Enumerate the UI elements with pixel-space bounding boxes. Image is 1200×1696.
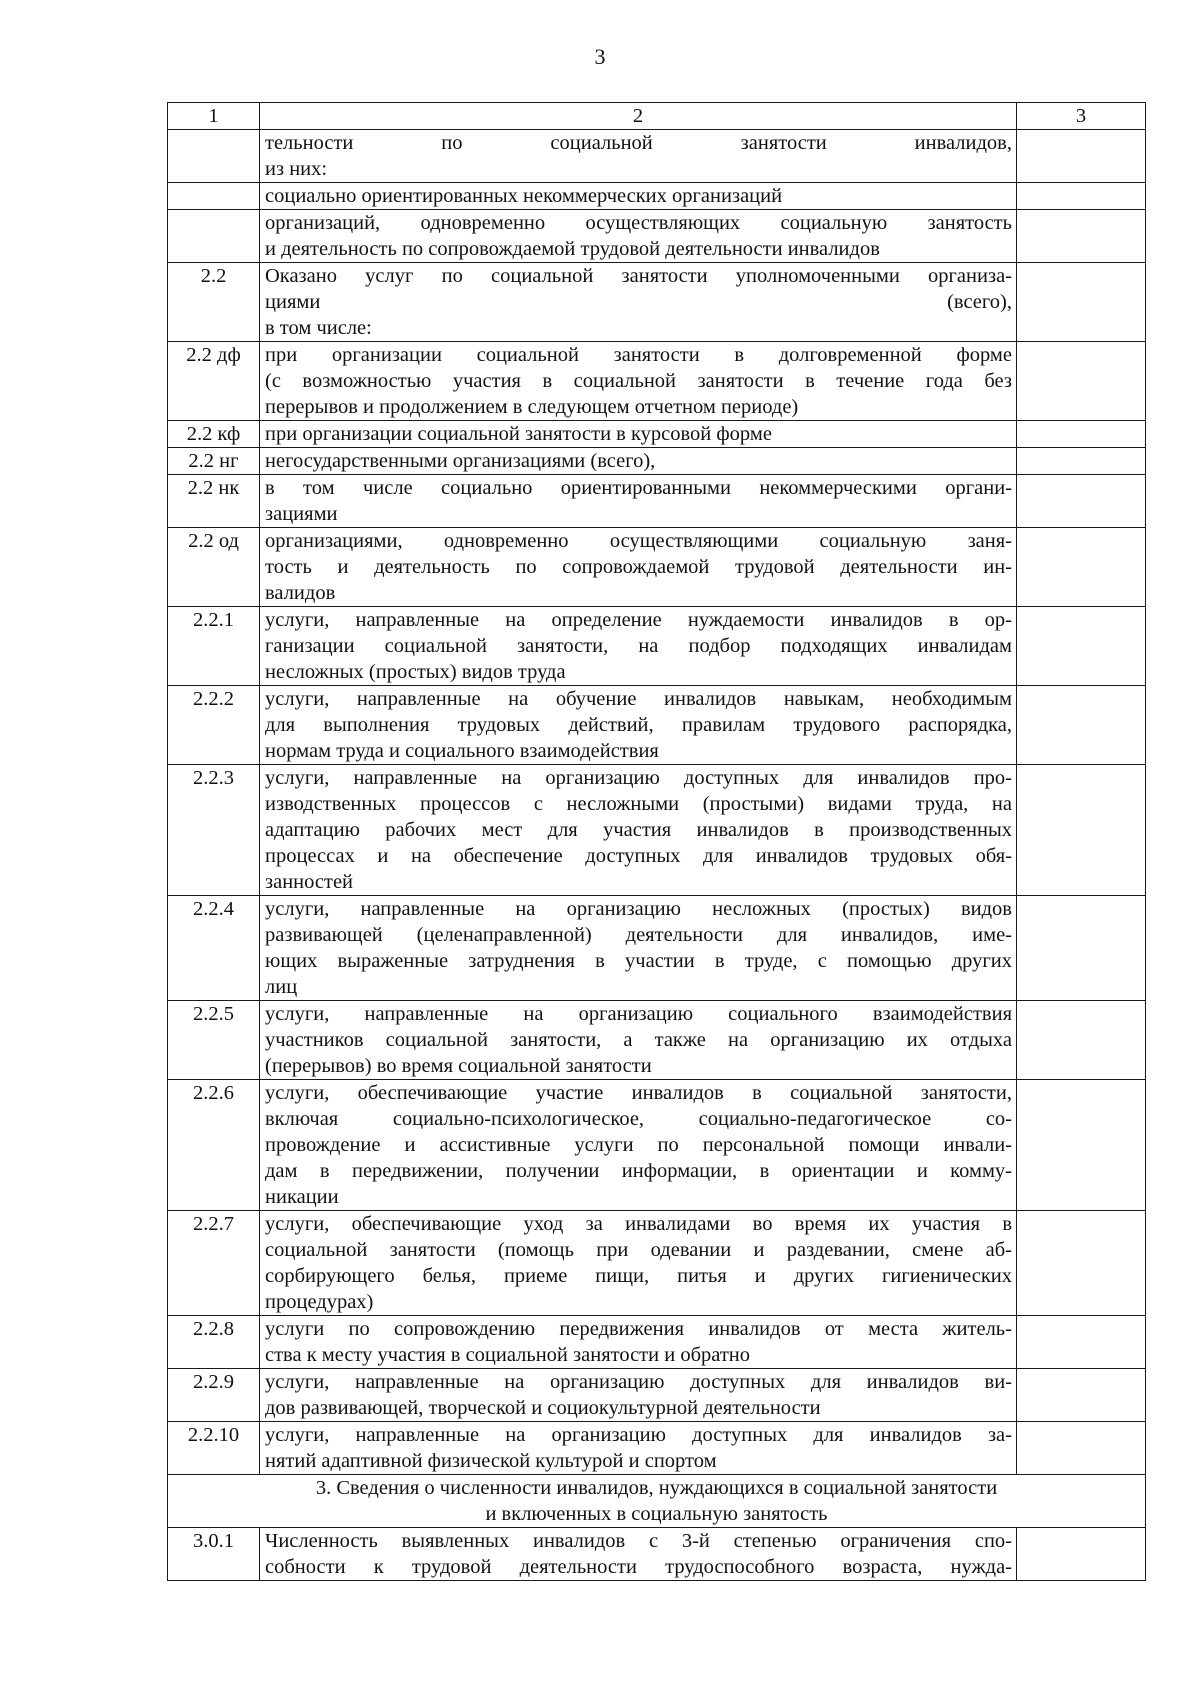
- row-number: 2.2.5: [168, 1001, 260, 1080]
- text-line: дам в передвижении, получении информации, в ориентации и комму-: [265, 1160, 1012, 1182]
- table-row: [168, 1422, 1146, 1475]
- text-line: организаций, одновременно осуществляющих социальную занятость: [265, 212, 1012, 234]
- row-description: [260, 607, 1017, 686]
- row-description: [260, 342, 1017, 421]
- text-line: развивающей (целенаправленной) деятельности для инвалидов, име-: [265, 924, 1012, 946]
- text-line: нормам труда и социального взаимодействия: [265, 740, 659, 762]
- row-description: [260, 765, 1017, 896]
- table-row: [168, 1001, 1146, 1080]
- text-line: участников социальной занятости, а также на организацию их отдыха: [265, 1029, 1012, 1051]
- text-line: ющих выраженные затруднения в участии в труде, с помощью других: [265, 950, 1012, 972]
- text-line: услуги по сопровождению передвижения инвалидов от места житель-: [265, 1318, 1012, 1340]
- text-line: услуги, обеспечивающие уход за инвалидами во время их участия в: [265, 1213, 1012, 1235]
- row-value-cell: [1017, 607, 1146, 686]
- page-number: 3: [594, 44, 606, 69]
- row-number: 3.0.1: [168, 1528, 260, 1581]
- text-line: ганизации социальной занятости, на подбор подходящих инвалидам: [265, 635, 1012, 657]
- row-description: [260, 1316, 1017, 1369]
- text-line: ства к месту участия в социальной занятости и обратно: [265, 1344, 751, 1366]
- table-row: [168, 448, 1146, 475]
- row-number: [168, 183, 260, 210]
- indicators-table: [167, 102, 1146, 1581]
- row-description: [260, 1528, 1017, 1581]
- text-line: перерывов и продолжением в следующем отчетном периоде): [265, 396, 799, 418]
- table-row: [168, 1369, 1146, 1422]
- row-value-cell: [1017, 1316, 1146, 1369]
- row-description: [260, 1080, 1017, 1211]
- text-line: в том числе социально ориентированными некоммерческими органи-: [265, 477, 1012, 499]
- row-number: 2.2.9: [168, 1369, 260, 1422]
- table-row: [168, 765, 1146, 896]
- text-line: собности к трудовой деятельности трудоспособного возраста, нужда-: [265, 1556, 1012, 1578]
- table-row: [168, 1211, 1146, 1316]
- text-line: циями (всего),: [265, 291, 1012, 313]
- table-row: [168, 475, 1146, 528]
- row-description: [260, 686, 1017, 765]
- text-line: услуги, направленные на организацию социального взаимодействия: [265, 1003, 1012, 1025]
- row-description: [260, 896, 1017, 1001]
- header-col-1: 1: [168, 103, 260, 130]
- text-line: валидов: [265, 582, 336, 604]
- text-line: Оказано услуг по социальной занятости уполномоченными организа-: [265, 265, 1012, 287]
- row-description: [260, 528, 1017, 607]
- row-value-cell: [1017, 263, 1146, 342]
- row-description: [260, 130, 1017, 183]
- row-description: [260, 1422, 1017, 1475]
- text-line: изводственных процессов с несложными (простыми) видами труда, на: [265, 793, 1012, 815]
- row-value-cell: [1017, 1211, 1146, 1316]
- row-value-cell: [1017, 130, 1146, 183]
- section-3-heading: [168, 1475, 1146, 1528]
- text-line: услуги, обеспечивающие участие инвалидов в социальной занятости,: [265, 1082, 1012, 1104]
- text-line: никации: [265, 1186, 339, 1208]
- row-value-cell: [1017, 342, 1146, 421]
- row-number: [168, 210, 260, 263]
- text-line: при организации социальной занятости в долговременной форме: [265, 344, 1012, 366]
- row-description: [260, 1001, 1017, 1080]
- row-number: 2.2.7: [168, 1211, 260, 1316]
- text-line: зациями: [265, 503, 338, 525]
- row-number: 2.2.10: [168, 1422, 260, 1475]
- table-row: [168, 130, 1146, 183]
- text-line: услуги, направленные на организацию доступных для инвалидов про-: [265, 767, 1012, 789]
- row-description: [260, 421, 1017, 448]
- row-value-cell: [1017, 1422, 1146, 1475]
- text-line: услуги, направленные на определение нуждаемости инвалидов в ор-: [265, 609, 1012, 631]
- row-value-cell: [1017, 210, 1146, 263]
- text-line: тельности по социальной занятости инвалидов,: [265, 132, 1012, 154]
- text-line: для выполнения трудовых действий, правилам трудового распорядка,: [265, 714, 1012, 736]
- table-row: [168, 1316, 1146, 1369]
- text-line: в том числе:: [265, 317, 372, 339]
- text-line: нятий адаптивной физической культурой и спортом: [265, 1450, 717, 1472]
- row-value-cell: [1017, 686, 1146, 765]
- table-row: [168, 1080, 1146, 1211]
- row-value-cell: [1017, 1528, 1146, 1581]
- section-heading-line: и включенных в социальную занятость: [485, 1503, 828, 1525]
- row-value-cell: [1017, 896, 1146, 1001]
- row-number: 2.2 нг: [168, 448, 260, 475]
- section-heading-row: [168, 1475, 1146, 1528]
- row-value-cell: [1017, 765, 1146, 896]
- header-col-2: 2: [260, 103, 1017, 130]
- table-row: [168, 263, 1146, 342]
- text-line: занностей: [265, 871, 354, 893]
- text-line: адаптацию рабочих мест для участия инвалидов в производственных: [265, 819, 1012, 841]
- text-line: социальной занятости (помощь при одевании и раздевании, смене аб-: [265, 1239, 1012, 1261]
- text-line: и деятельность по сопровождаемой трудовой деятельности инвалидов: [265, 238, 880, 260]
- row-number: 2.2 кф: [168, 421, 260, 448]
- table-header-row: [168, 103, 1146, 130]
- row-number: 2.2 дф: [168, 342, 260, 421]
- row-value-cell: [1017, 448, 1146, 475]
- row-value-cell: [1017, 183, 1146, 210]
- text-line: лиц: [265, 976, 298, 998]
- row-value-cell: [1017, 1080, 1146, 1211]
- text-line: включая социально-психологическое, социально-педагогическое со-: [265, 1108, 1012, 1130]
- text-line: при организации социальной занятости в курсовой форме: [265, 423, 772, 445]
- row-value-cell: [1017, 421, 1146, 448]
- row-description: [260, 448, 1017, 475]
- text-line: тость и деятельность по сопровождаемой трудовой деятельности ин-: [265, 556, 1012, 578]
- table-body: [168, 103, 1146, 1581]
- table-row: [168, 686, 1146, 765]
- row-number: 2.2: [168, 263, 260, 342]
- row-number: 2.2.6: [168, 1080, 260, 1211]
- row-number: 2.2 нк: [168, 475, 260, 528]
- row-description: [260, 183, 1017, 210]
- text-line: процессах и на обеспечение доступных для инвалидов трудовых обя-: [265, 845, 1012, 867]
- text-line: (перерывов) во время социальной занятости: [265, 1055, 652, 1077]
- text-line: Численность выявленных инвалидов с 3-й степенью ограничения спо-: [265, 1530, 1012, 1552]
- text-line: (с возможностью участия в социальной занятости в течение года без: [265, 370, 1012, 392]
- row-description: [260, 263, 1017, 342]
- table-row: [168, 607, 1146, 686]
- text-line: услуги, направленные на обучение инвалидов навыкам, необходимым: [265, 688, 1012, 710]
- text-line: сорбирующего белья, приеме пищи, питья и других гигиенических: [265, 1265, 1012, 1287]
- text-line: процедурах): [265, 1291, 374, 1313]
- text-line: услуги, направленные на организацию несложных (простых) видов: [265, 898, 1012, 920]
- header-col-3: 3: [1017, 103, 1146, 130]
- section-heading-line: 3. Сведения о численности инвалидов, нуждающихся в социальной занятости: [315, 1477, 998, 1499]
- table-row: [168, 342, 1146, 421]
- row-number: [168, 130, 260, 183]
- table-row: [168, 896, 1146, 1001]
- row-number: 2.2.8: [168, 1316, 260, 1369]
- row-value-cell: [1017, 1001, 1146, 1080]
- text-line: несложных (простых) видов труда: [265, 661, 566, 683]
- table-row: [168, 421, 1146, 448]
- row-number: 2.2 од: [168, 528, 260, 607]
- row-description: [260, 210, 1017, 263]
- row-number: 2.2.3: [168, 765, 260, 896]
- row-description: [260, 475, 1017, 528]
- row-number: 2.2.4: [168, 896, 260, 1001]
- row-description: [260, 1369, 1017, 1422]
- text-line: организациями, одновременно осуществляющими социальную заня-: [265, 530, 1012, 552]
- row-description: [260, 1211, 1017, 1316]
- row-number: 2.2.2: [168, 686, 260, 765]
- text-line: услуги, направленные на организацию доступных для инвалидов за-: [265, 1424, 1012, 1446]
- table-row: [168, 1528, 1146, 1581]
- row-value-cell: [1017, 1369, 1146, 1422]
- row-value-cell: [1017, 528, 1146, 607]
- text-line: дов развивающей, творческой и социокультурной деятельности: [265, 1397, 821, 1419]
- text-line: из них:: [265, 158, 328, 180]
- table-row: [168, 528, 1146, 607]
- table-row: [168, 210, 1146, 263]
- text-line: негосударственными организациями (всего),: [265, 450, 656, 472]
- table-row: [168, 183, 1146, 210]
- row-value-cell: [1017, 475, 1146, 528]
- text-line: социально ориентированных некоммерческих организаций: [265, 185, 783, 207]
- text-line: услуги, направленные на организацию доступных для инвалидов ви-: [265, 1371, 1012, 1393]
- text-line: провождение и ассистивные услуги по персональной помощи инвали-: [265, 1134, 1012, 1156]
- row-number: 2.2.1: [168, 607, 260, 686]
